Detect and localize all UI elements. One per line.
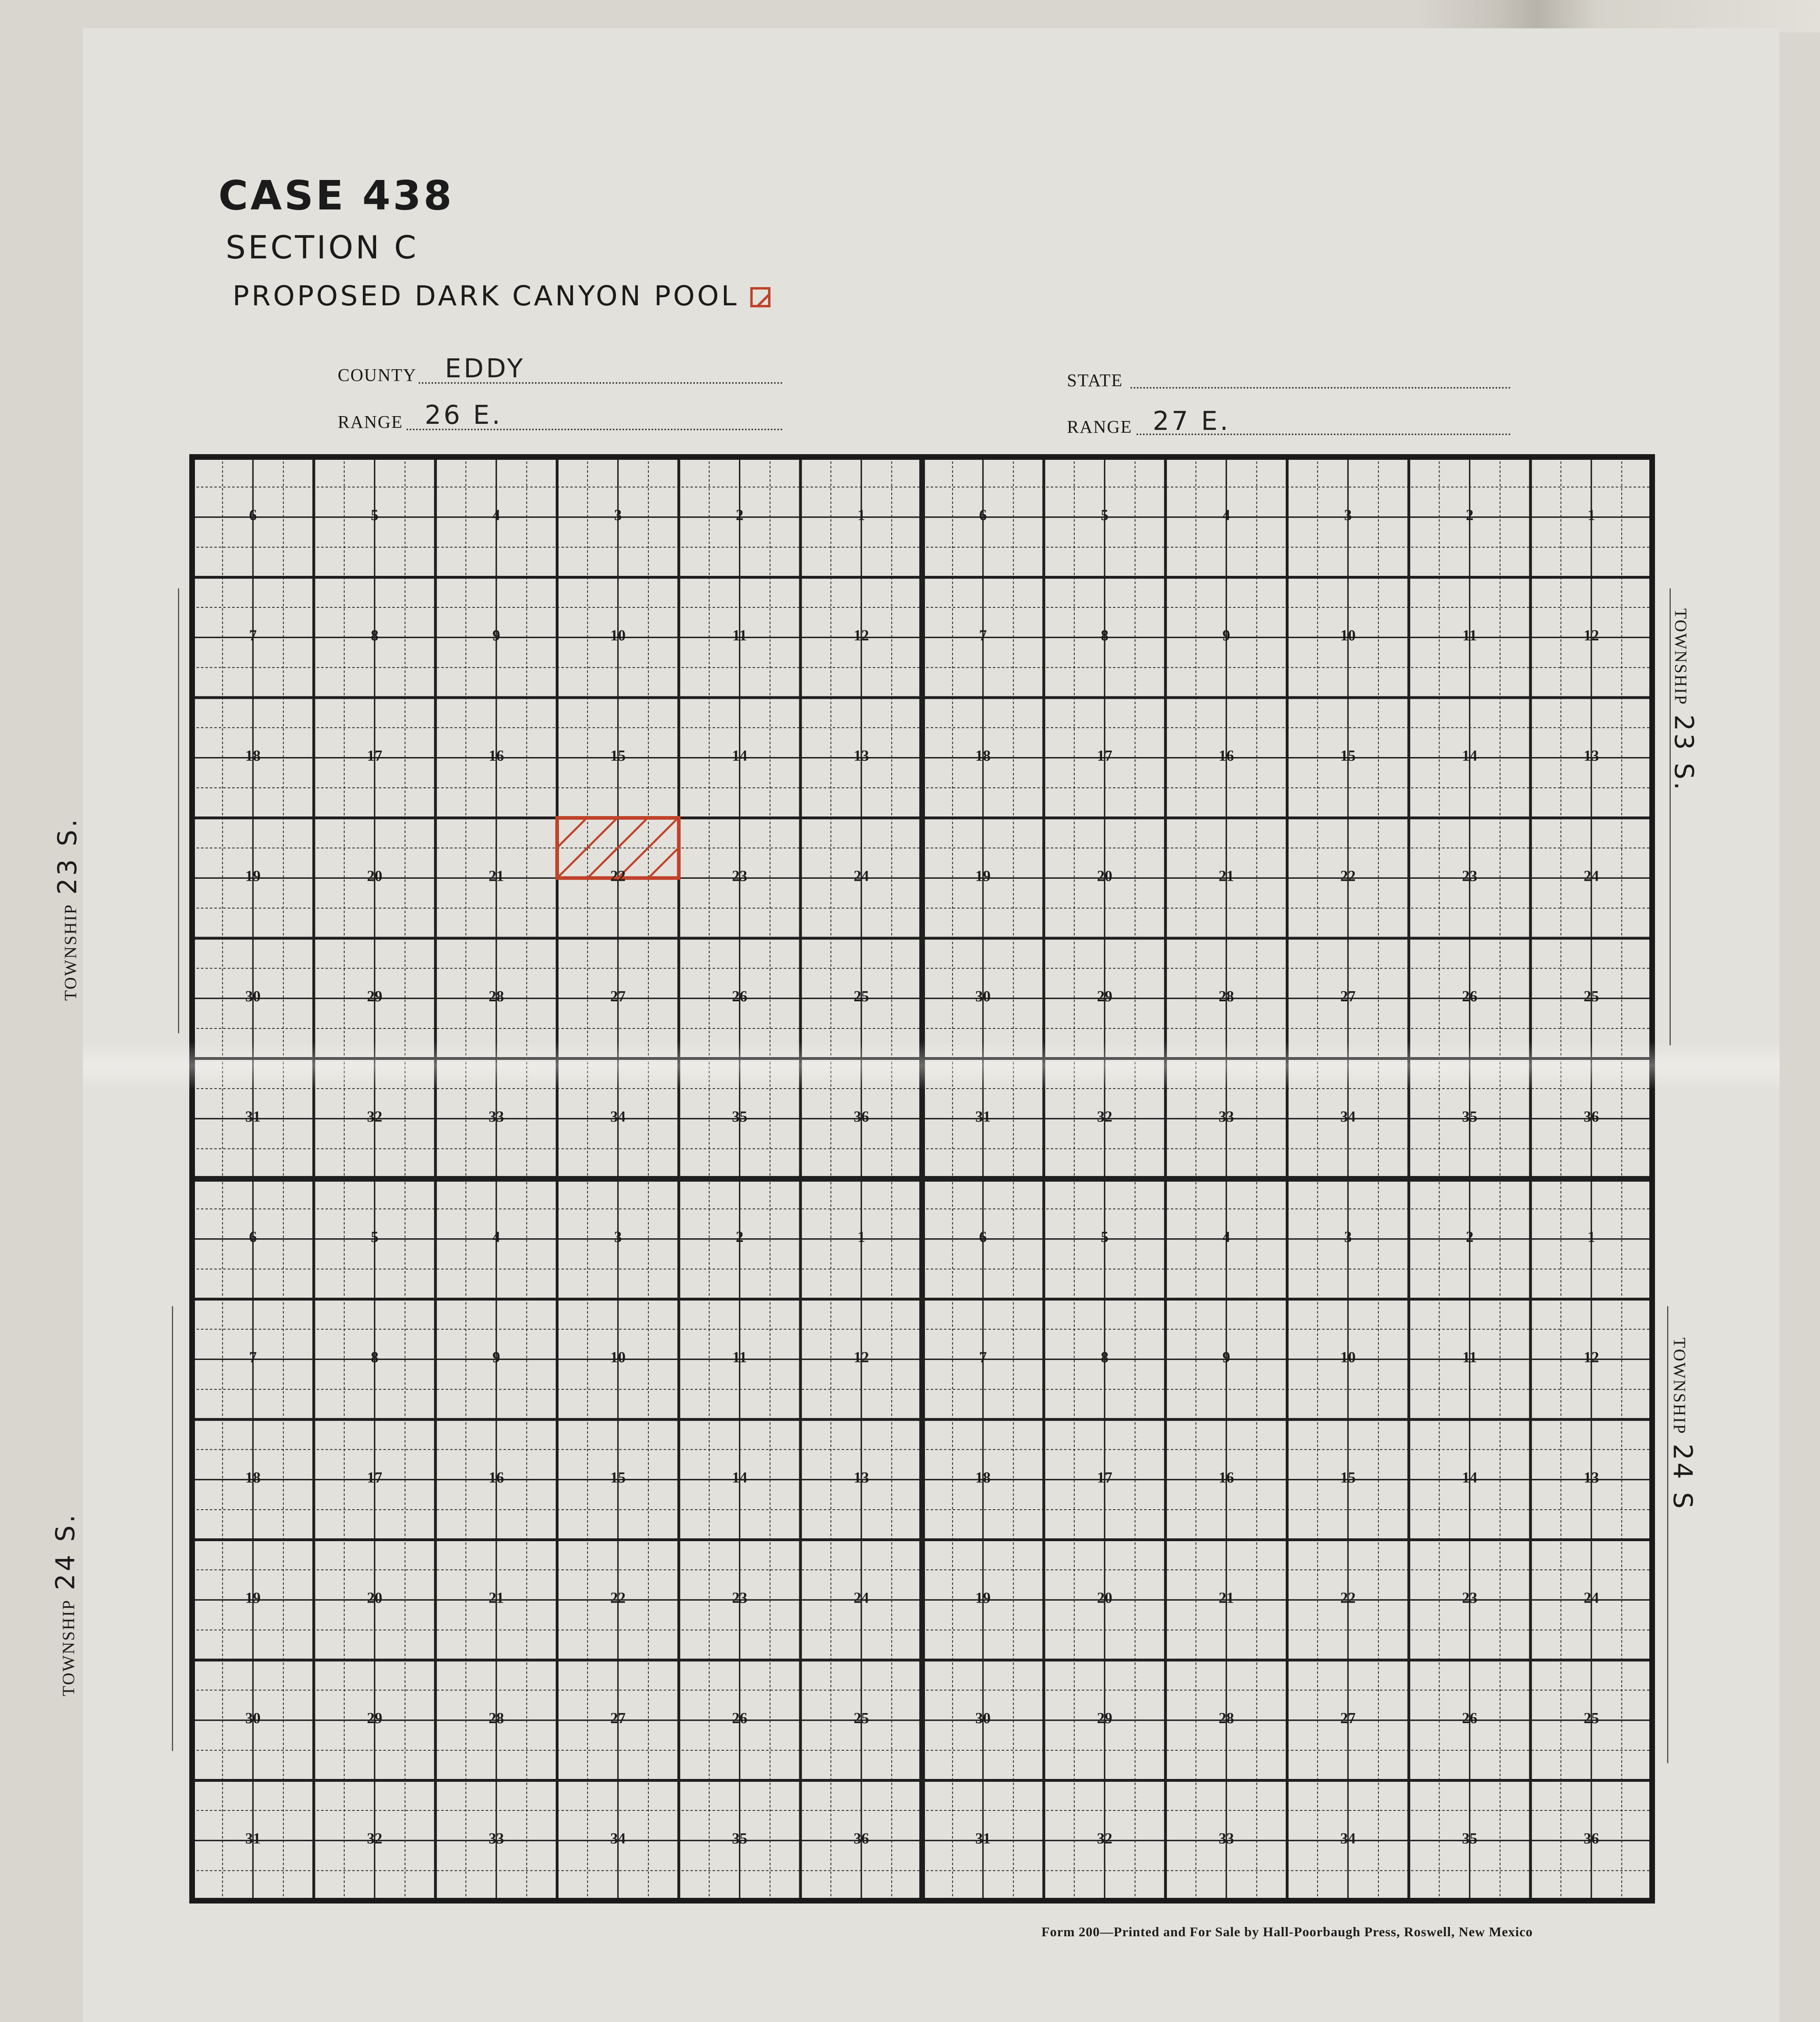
section-number: 18 — [975, 1469, 991, 1486]
township-word: TOWNSHIP — [59, 1599, 78, 1696]
section-number: 6 — [979, 506, 987, 524]
section-number: 20 — [367, 867, 383, 885]
section-number: 28 — [489, 1709, 504, 1727]
section-number: 32 — [1097, 1108, 1113, 1125]
section-number: 17 — [1097, 1469, 1113, 1486]
section-number: 22 — [1340, 867, 1356, 885]
section-number: 7 — [979, 627, 987, 644]
section-number: 30 — [975, 1709, 991, 1727]
section-number: 4 — [492, 506, 500, 524]
section-number: 2 — [736, 1228, 744, 1246]
section-number: 31 — [975, 1108, 991, 1125]
section-number: 19 — [245, 867, 261, 885]
section-number: 28 — [1219, 1709, 1234, 1727]
section-number: 25 — [1583, 1709, 1599, 1727]
section-number: 34 — [1340, 1108, 1356, 1125]
section-number: 14 — [1462, 747, 1477, 764]
section-number: 2 — [1466, 1228, 1474, 1246]
section-number: 30 — [245, 1709, 261, 1727]
section-number: 34 — [610, 1830, 626, 1847]
section-number: 2 — [736, 506, 744, 524]
range-right-label: RANGE — [1067, 417, 1132, 437]
section-number: 33 — [1219, 1830, 1234, 1847]
section-number: 22 — [610, 867, 626, 885]
section-number: 16 — [1219, 1469, 1234, 1486]
section-number: 22 — [610, 1589, 626, 1607]
section-number: 5 — [370, 1228, 379, 1246]
section-number: 32 — [367, 1108, 383, 1125]
section-number: 5 — [1100, 1228, 1109, 1246]
section-number: 11 — [732, 627, 747, 644]
section-number: 14 — [732, 747, 747, 764]
township-word: TOWNSHIP — [61, 903, 80, 1001]
section-number: 25 — [1583, 988, 1599, 1005]
section-number: 31 — [245, 1108, 261, 1125]
section-number: 35 — [1462, 1108, 1477, 1125]
section-title: SECTION C — [226, 230, 419, 266]
section-number: 7 — [249, 1349, 257, 1366]
section-number: 27 — [1340, 1709, 1356, 1727]
section-number: 30 — [245, 988, 261, 1005]
section-number: 10 — [1340, 627, 1356, 644]
section-number: 10 — [610, 1349, 626, 1366]
section-number: 16 — [489, 1469, 504, 1486]
section-number: 11 — [732, 1349, 747, 1366]
section-number: 36 — [1583, 1830, 1599, 1847]
section-number: 13 — [853, 1469, 869, 1486]
section-number: 18 — [975, 747, 991, 764]
section-number: 20 — [1097, 1589, 1113, 1607]
section-number: 33 — [1219, 1108, 1234, 1125]
section-number: 34 — [1340, 1830, 1356, 1847]
section-number: 1 — [1587, 506, 1596, 524]
section-number: 1 — [857, 1228, 866, 1246]
section-number: 13 — [1583, 747, 1599, 764]
section-number: 14 — [732, 1469, 747, 1486]
section-number: 19 — [975, 1589, 991, 1607]
section-number: 7 — [979, 1349, 987, 1366]
range-left-value: 26 E. — [425, 400, 503, 430]
section-number: 36 — [1583, 1108, 1599, 1125]
section-number: 15 — [610, 1469, 626, 1486]
section-number: 19 — [245, 1589, 261, 1607]
section-number: 6 — [249, 506, 257, 524]
section-number: 8 — [1100, 627, 1109, 644]
section-number: 9 — [1222, 627, 1230, 644]
section-number: 6 — [979, 1228, 987, 1246]
section-number: 15 — [1340, 1469, 1356, 1486]
section-number: 10 — [610, 627, 626, 644]
section-number: 26 — [1462, 1709, 1477, 1727]
section-number: 24 — [853, 867, 869, 885]
section-number: 9 — [1222, 1349, 1230, 1366]
section-number: 11 — [1462, 627, 1477, 644]
township-left-bottom — [51, 1512, 80, 1696]
section-number: 20 — [367, 1589, 383, 1607]
section-number: 21 — [489, 1589, 504, 1607]
section-number: 33 — [489, 1830, 504, 1847]
section-number: 3 — [1344, 1228, 1352, 1246]
section-number: 35 — [732, 1108, 747, 1125]
section-number: 35 — [1462, 1830, 1477, 1847]
township-number: 23 S. — [1668, 714, 1699, 793]
section-number: 32 — [367, 1830, 383, 1847]
section-number: 9 — [492, 627, 500, 644]
range-left-label: RANGE — [338, 412, 403, 432]
section-number: 8 — [370, 1349, 379, 1366]
section-number: 12 — [1583, 1349, 1599, 1366]
section-number: 25 — [853, 1709, 869, 1727]
case-title: CASE 438 — [218, 172, 454, 219]
section-number: 8 — [370, 627, 379, 644]
section-number: 27 — [1340, 988, 1356, 1005]
section-number: 5 — [1100, 506, 1109, 524]
township-right-bottom — [1667, 1338, 1697, 1511]
section-number: 23 — [732, 867, 747, 885]
section-number: 13 — [1583, 1469, 1599, 1486]
section-number: 4 — [1222, 506, 1230, 524]
section-number: 20 — [1097, 867, 1113, 885]
state-label: STATE — [1067, 370, 1123, 390]
county-label: COUNTY — [338, 365, 417, 385]
section-number: 12 — [853, 1349, 869, 1366]
section-number: 31 — [975, 1830, 991, 1847]
section-number: 10 — [1340, 1349, 1356, 1366]
section-number: 26 — [732, 988, 747, 1005]
section-number: 18 — [245, 1469, 261, 1486]
section-number: 1 — [857, 506, 866, 524]
section-number: 29 — [367, 1709, 383, 1727]
section-number: 17 — [367, 747, 383, 764]
section-number: 27 — [610, 988, 626, 1005]
section-number: 8 — [1100, 1349, 1109, 1366]
printer-footer: Form 200—Printed and For Sale by Hall-Poorbaugh Press, Roswell, New Mexico — [1041, 1925, 1533, 1940]
section-number: 19 — [975, 867, 991, 885]
section-number: 33 — [489, 1108, 504, 1125]
section-number: 21 — [1219, 1589, 1234, 1607]
section-number: 35 — [732, 1830, 747, 1847]
township-number: 24 S — [1667, 1443, 1697, 1511]
section-number: 32 — [1097, 1830, 1113, 1847]
section-number: 29 — [1097, 1709, 1113, 1727]
section-number: 7 — [249, 627, 257, 644]
section-number: 4 — [492, 1228, 500, 1246]
section-number: 23 — [1462, 1589, 1477, 1607]
section-number: 2 — [1466, 506, 1474, 524]
section-number: 15 — [1340, 747, 1356, 764]
section-number: 21 — [489, 867, 504, 885]
section-number: 26 — [732, 1709, 747, 1727]
section-number: 13 — [853, 747, 869, 764]
grid-lines — [192, 457, 1652, 1901]
section-number: 36 — [853, 1108, 869, 1125]
range-right-value: 27 E. — [1153, 406, 1231, 436]
section-number: 4 — [1222, 1228, 1230, 1246]
section-number: 23 — [732, 1589, 747, 1607]
section-number: 27 — [610, 1709, 626, 1727]
section-number: 1 — [1587, 1228, 1596, 1246]
township-left-bottom-line — [172, 1306, 173, 1751]
section-number: 34 — [610, 1108, 626, 1125]
section-number: 26 — [1462, 988, 1477, 1005]
section-number: 29 — [367, 988, 383, 1005]
township-word: TOWNSHIP — [1670, 1337, 1689, 1435]
section-number: 23 — [1462, 867, 1477, 885]
township-number: 23 S. — [53, 816, 83, 895]
section-number: 14 — [1462, 1469, 1477, 1486]
section-number: 16 — [1219, 747, 1234, 764]
pool-title: PROPOSED DARK CANYON POOL — [233, 280, 739, 312]
section-number: 3 — [1344, 506, 1352, 524]
section-number: 11 — [1462, 1349, 1477, 1366]
paper-fold — [83, 1041, 1780, 1090]
section-number: 15 — [610, 747, 626, 764]
section-number: 22 — [1340, 1589, 1356, 1607]
township-right-top — [1668, 609, 1698, 793]
section-number: 5 — [370, 506, 379, 524]
township-left-top — [53, 817, 83, 1001]
township-number: 24 S. — [51, 1512, 81, 1591]
section-number: 12 — [853, 627, 869, 644]
section-number: 24 — [1583, 867, 1599, 885]
section-number: 9 — [492, 1349, 500, 1366]
township-word: TOWNSHIP — [1671, 608, 1690, 706]
section-number: 6 — [249, 1228, 257, 1246]
section-number: 24 — [1583, 1589, 1599, 1607]
county-value: EDDY — [445, 354, 525, 384]
section-number: 17 — [1097, 747, 1113, 764]
section-number: 12 — [1583, 627, 1599, 644]
township-left-top-line — [178, 588, 179, 1033]
section-number: 24 — [853, 1589, 869, 1607]
section-number: 36 — [853, 1830, 869, 1847]
section-number: 21 — [1219, 867, 1234, 885]
section-number: 28 — [489, 988, 504, 1005]
section-number: 30 — [975, 988, 991, 1005]
section-number: 18 — [245, 747, 261, 764]
section-number: 3 — [614, 1228, 622, 1246]
section-number: 28 — [1219, 988, 1234, 1005]
section-number: 3 — [614, 506, 622, 524]
section-number: 16 — [489, 747, 504, 764]
section-number: 29 — [1097, 988, 1113, 1005]
section-number: 31 — [245, 1830, 261, 1847]
section-number: 25 — [853, 988, 869, 1005]
section-number: 17 — [367, 1469, 383, 1486]
